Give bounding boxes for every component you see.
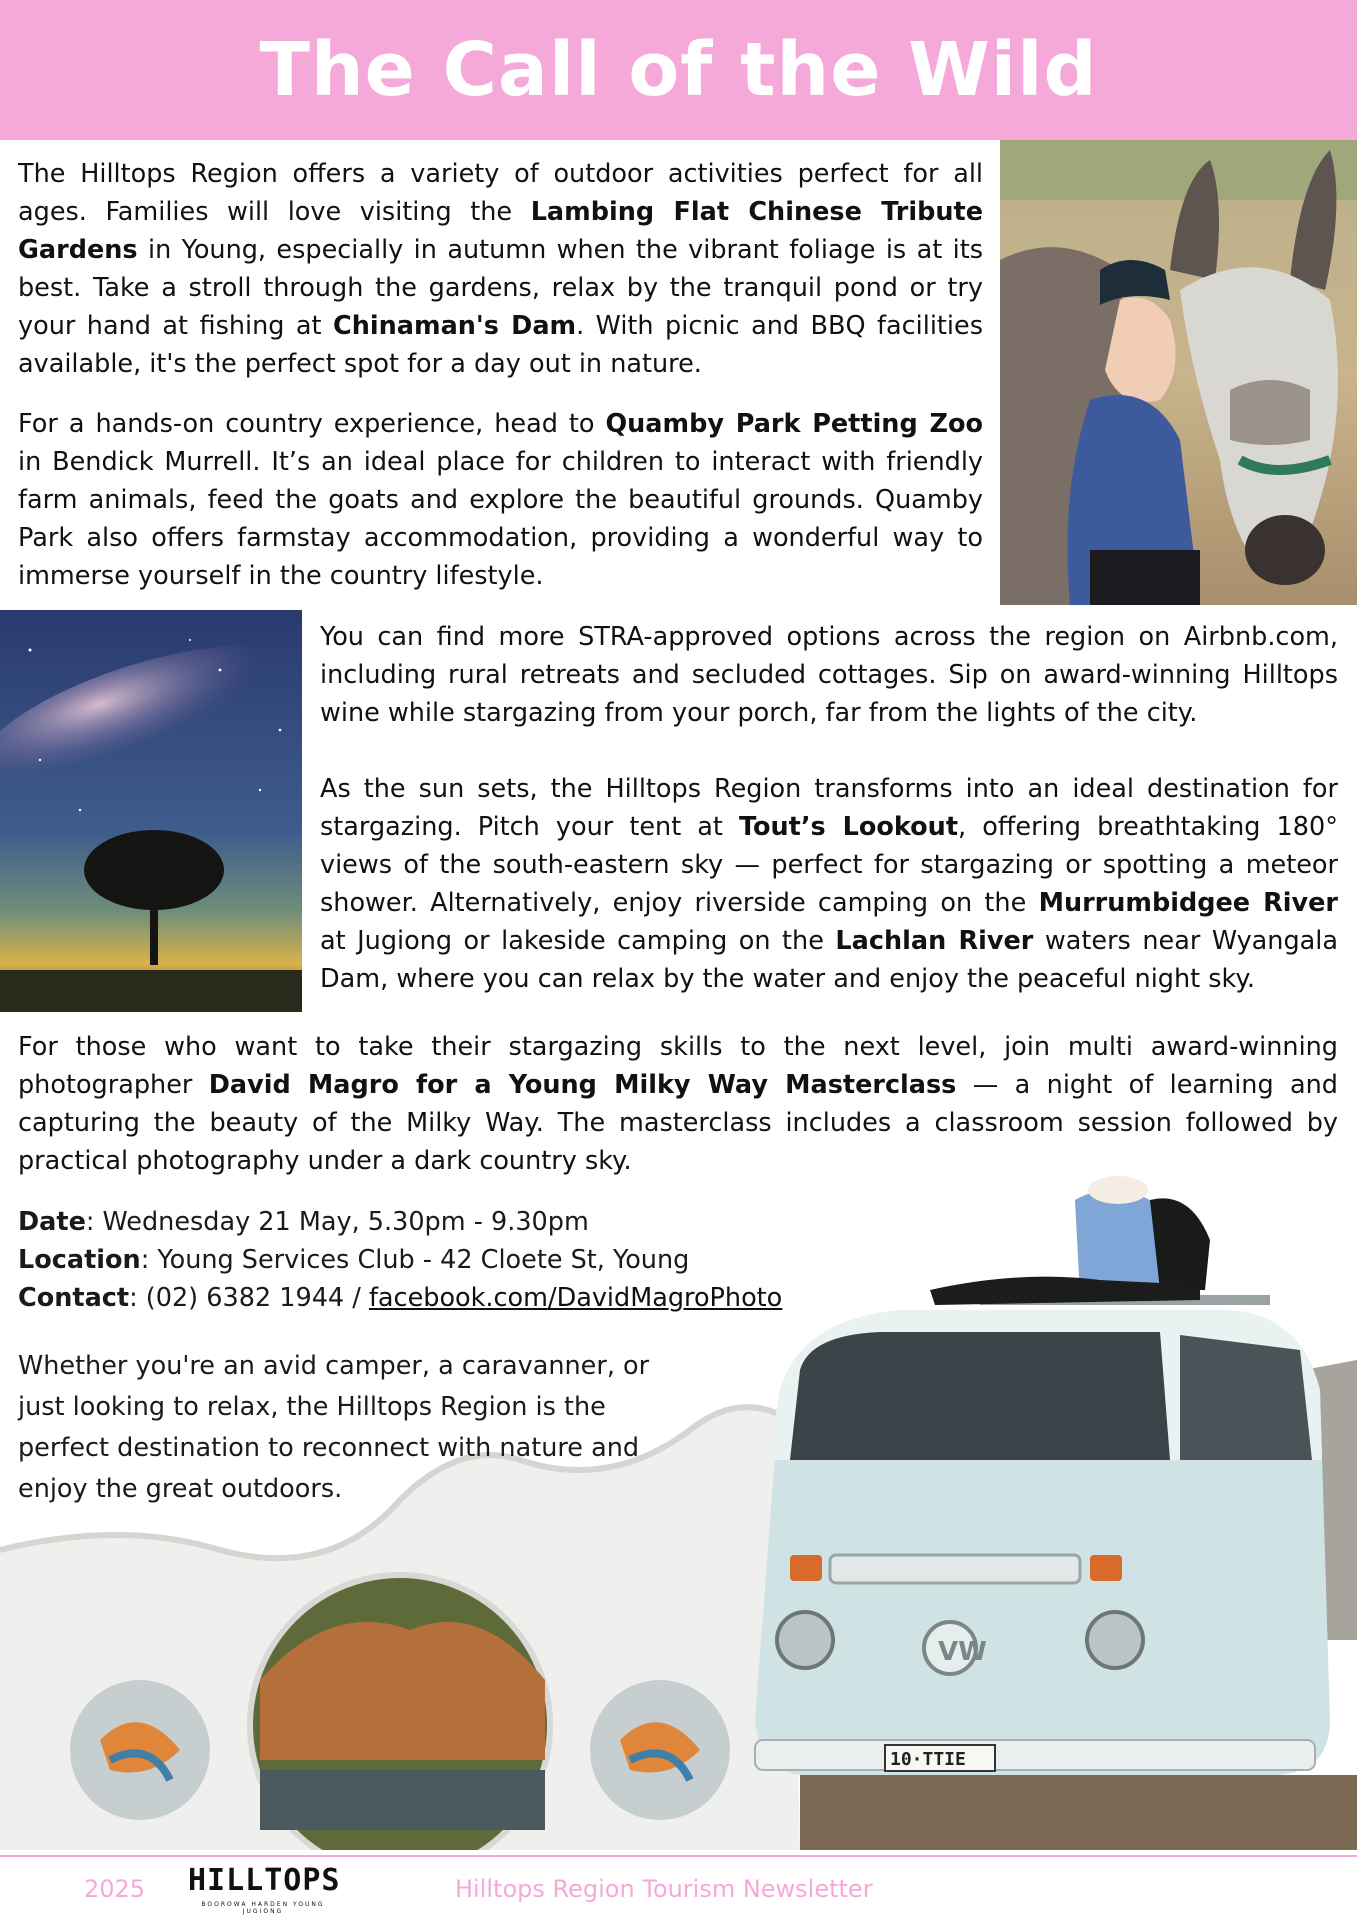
location-value: : Young Services Club - 42 Cloete St, Young (140, 1245, 690, 1275)
license-plate: 10·TTIE (890, 1749, 966, 1770)
bold-murrumbidgee: Murrumbidgee River (1038, 888, 1338, 918)
text: For those who want to take their stargazing skills to the next level, join multi award-winning photographer (18, 1032, 1338, 1100)
date-label: Date (18, 1207, 86, 1237)
bold-quamby: Quamby Park Petting Zoo (605, 409, 983, 439)
text: For a hands-on country experience, head to (18, 409, 606, 439)
facebook-link[interactable]: facebook.com/DavidMagroPhoto (368, 1283, 783, 1313)
bold-lachlan: Lachlan River (835, 926, 1034, 956)
text: You can find more STRA-approved options across the region on Airbnb.com, including rural retreats and secluded cottages. Sip on award-winning Hilltops wine while stargazing from your porch, far from the lights of the city. (320, 622, 1338, 728)
footer (0, 1855, 1357, 1920)
detail-contact (18, 1279, 818, 1317)
bold-dam: Chinaman's Dam (333, 311, 577, 341)
text: waters near Wyangala Dam, where you can relax by the water and enjoy the peaceful night sky. (320, 926, 1338, 994)
footer-year: 2025 (84, 1875, 146, 1903)
title-banner (0, 0, 1357, 140)
text: in Bendick Murrell. It’s an ideal place for children to interact with friendly farm animals, feed the goats and explore the beautiful grounds. Quamby Park also offers farmstay accommodation, providing a wonderful way to immerse yourself in the country lifestyle. (18, 447, 983, 591)
donkey-photo (1000, 140, 1357, 605)
text: , offering breathtaking 180° views of the south-eastern sky — perfect for stargazing or spotting a meteor shower. Alternatively, enjoy riverside camping on the (320, 812, 1338, 918)
paragraph-stargazing (320, 770, 1338, 998)
logo-subtitle: BOOROWA HARDEN YOUNG JUGIONG (201, 1901, 325, 1915)
text: at Jugiong or lakeside camping on the (320, 926, 836, 956)
text: As the sun sets, the Hilltops Region transforms into an ideal destination for stargazing. Pitch your tent at (320, 774, 1338, 842)
milky-way-photo (0, 610, 302, 1012)
bold-touts-lookout: Tout’s Lookout (739, 812, 959, 842)
contact-label: Contact (18, 1283, 130, 1313)
footer-newsletter-title: Hilltops Region Tourism Newsletter (455, 1875, 873, 1903)
paragraph-closing (18, 1346, 698, 1510)
text: The Hilltops Region offers a variety of outdoor activities perfect for all ages. Families will love visiting the (18, 159, 983, 227)
date-value: : Wednesday 21 May, 5.30pm - 9.30pm (85, 1207, 589, 1237)
page-title: The Call of the Wild (259, 27, 1098, 113)
text: in Young, especially in autumn when the vibrant foliage is at its best. Take a stroll through the gardens, relax by the tranquil pond or try your hand at fishing at (18, 235, 983, 341)
event-details (18, 1203, 818, 1317)
text: Whether you're an avid camper, a caravanner, or just looking to relax, the Hilltops Region is the perfect destination to reconnect with nature and enjoy the great outdoors. (18, 1351, 650, 1504)
paragraph-airbnb (320, 618, 1338, 732)
paragraph-masterclass (18, 1028, 1338, 1180)
bold-masterclass: David Magro for a Young Milky Way Masterclass (208, 1070, 957, 1100)
paragraph-petting-zoo (18, 405, 983, 595)
location-label: Location (18, 1245, 141, 1275)
svg-text:VW: VW (938, 1637, 987, 1667)
text: — a night of learning and capturing the beauty of the Milky Way. The masterclass includes a classroom session followed by practical photography under a dark country sky. (18, 1070, 1338, 1176)
contact-value: : (02) 6382 1944 / (129, 1283, 369, 1313)
text: . With picnic and BBQ facilities available, it's the perfect spot for a day out in nature. (18, 311, 983, 379)
bold-gardens: Lambing Flat Chinese Tribute Gardens (18, 197, 984, 265)
detail-date (18, 1203, 818, 1241)
paragraph-gardens (18, 155, 983, 383)
detail-location (18, 1241, 818, 1279)
logo-text: HILLTOPS (188, 1863, 341, 1898)
hilltops-logo (188, 1863, 341, 1915)
